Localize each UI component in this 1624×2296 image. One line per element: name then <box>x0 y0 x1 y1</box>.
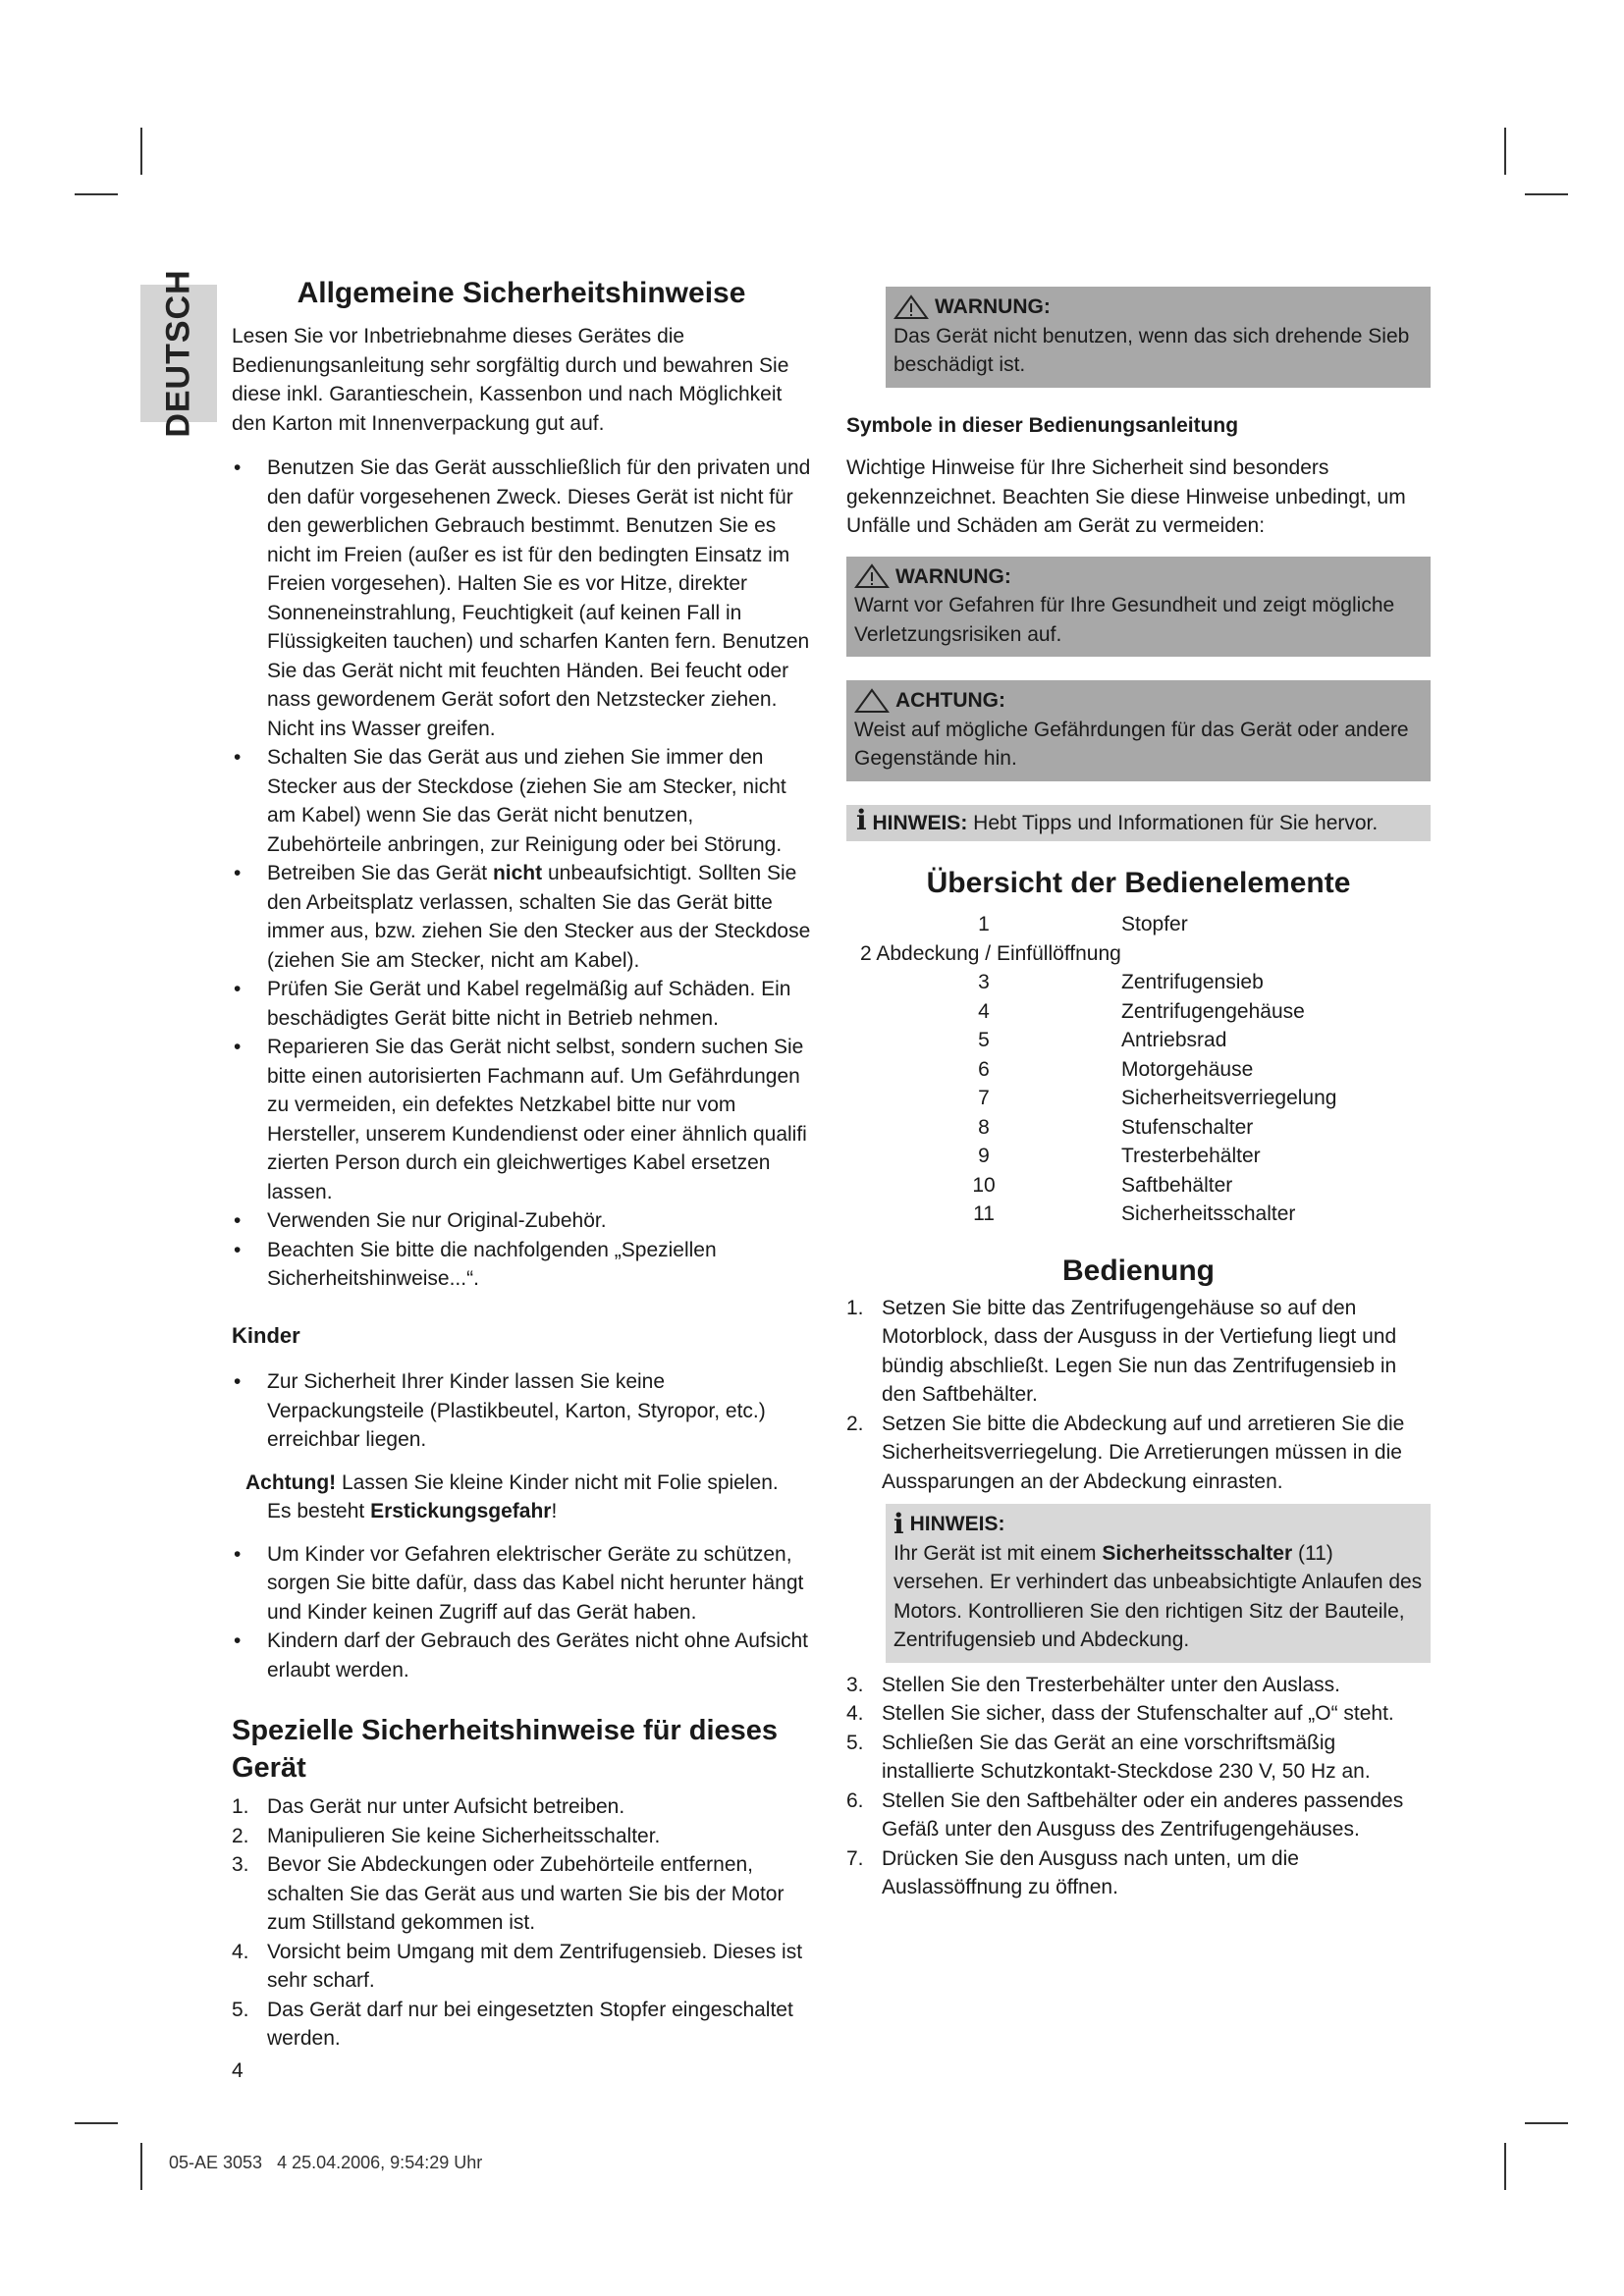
list-item: 7. Drücken Sie den Ausguss nach unten, um die Auslassöffnung zu öffnen. <box>846 1846 1299 1898</box>
list-item: 6. Stellen Sie den Saftbehälter oder ein anderes passendes Gefäß unter den Ausguss des Zentrifugengehäuses. <box>846 1789 1404 1841</box>
list-item: 2. Manipulieren Sie keine Sicherheitsschalter. <box>232 1824 661 1847</box>
operation-steps-2 <box>846 1671 1431 1902</box>
list-item: • Kindern darf der Gebrauch des Gerätes nicht ohne Aufsicht erlaubt werden. <box>232 1627 811 1684</box>
list-item: 3. Bevor Sie Abdeckungen oder Zubehörteile entfernen, schalten Sie das Gerät aus und warten Sie bis der Motor zum Stillstand gekommen ist. <box>232 1853 785 1934</box>
warning-text: Warnt vor Gefahren für Ihre Gesundheit und zeigt mögliche Verletzungsrisiken auf. <box>854 594 1395 646</box>
table-row: 7 Sicherheitsverriegelung <box>978 1087 1337 1109</box>
table-row: 10 Saftbehälter <box>972 1173 1233 1197</box>
language-tab-label: DEUTSCH <box>159 269 197 438</box>
overview-title: Übersicht der Bedienelemente <box>926 867 1351 899</box>
symbols-intro: Wichtige Hinweise für Ihre Sicherheit sind besonders gekennzeichnet. Beachten Sie diese Hinweise unbedingt, um Unfälle und Schäden am Gerät zu vermeiden: <box>846 456 1406 537</box>
warning-text: Das Gerät nicht benutzen, wenn das sich drehende Sieb beschädigt ist. <box>893 324 1410 376</box>
table-row: 11 Sicherheitsschalter <box>973 1202 1296 1225</box>
page-number: 4 <box>232 2059 244 2082</box>
caution-box <box>846 680 1431 781</box>
warning-box-sieve <box>886 287 1431 388</box>
table-row: 1 Stopfer <box>978 913 1188 935</box>
hint-title: HINWEIS: <box>909 1513 1005 1535</box>
warning-box-health <box>846 557 1431 658</box>
caution-text: Weist auf mögliche Gefährdungen für das Gerät oder andere Gegenstände hin. <box>854 718 1409 770</box>
language-tab <box>140 269 217 438</box>
intro-paragraph: Lesen Sie vor Inbetriebnahme dieses Gerätes die Bedienungsanleitung sehr sorgfältig durch und bewahren Sie diese inkl. Garantieschein, Kassenbon und nach Möglichkeit den Karton mit Innenverpackung gut auf. <box>232 325 789 435</box>
crop-mark <box>1525 2122 1568 2124</box>
children-warning: Achtung! Lassen Sie kleine Kinder nicht mit Folie spielen. Es besteht Erstickungsgefahr! <box>245 1470 779 1522</box>
list-item: 2. Setzen Sie bitte die Abdeckung auf und arretieren Sie die Sicherheitsverriegelung. Die Arretierungen müssen in die Aussparungen an der Abdeckung einrasten. <box>846 1412 1405 1493</box>
print-footer: 05-AE 3053 4 25.04.2006, 9:54:29 Uhr <box>169 2153 483 2172</box>
table-row: 4 Zentrifugengehäuse <box>978 999 1305 1023</box>
safety-bullet-list <box>232 454 811 1294</box>
caution-title: ACHTUNG: <box>895 689 1005 712</box>
operation-steps <box>846 1294 1431 1497</box>
crop-mark <box>140 2143 142 2190</box>
table-row: 8 Stufenschalter <box>978 1115 1254 1139</box>
list-item: • Reparieren Sie das Gerät nicht selbst, sondern suchen Sie bitte einen autorisierten Fachmann auf. Um Gefährdungen zu vermeiden, ein defektes Netzkabel bitte nur vom Hersteller, unserem Kundendienst oder einer ähnlich qualifi zierten Person durch ein gleichwertiges Kabel ersetzen lassen. <box>232 1033 811 1206</box>
warning-title: WARNUNG: <box>935 295 1051 318</box>
list-item: 4. Stellen Sie sicher, dass der Stufenschalter auf „O“ steht. <box>846 1702 1394 1725</box>
special-safety-list <box>232 1792 811 2054</box>
list-item: • Zur Sicherheit Ihrer Kinder lassen Sie keine Verpackungsteile (Plastikbeutel, Karton, Styropor, etc.) erreichbar liegen. <box>232 1367 811 1455</box>
children-bullet-list <box>232 1367 811 1455</box>
list-item: • Schalten Sie das Gerät aus und ziehen Sie immer den Stecker aus der Steckdose (ziehen Sie am Stecker, nicht am Kabel) wenn Sie das Gerät nicht benutzen, Zubehörteile anbringen, zur Reinigung oder bei Störung. <box>232 743 811 859</box>
crop-mark <box>75 193 118 195</box>
hint-text: Ihr Gerät ist mit einem Sicherheitsschalter (11) versehen. Er verhindert das unbeabsichtigte Anlaufen des Motors. Kontrollieren Sie den richtigen Sitz der Bauteile, Zentrifugensieb und Abdeckung. <box>893 1541 1423 1651</box>
children-heading: Kinder <box>232 1322 300 1348</box>
hint-box-safety-switch <box>886 1504 1431 1663</box>
crop-mark <box>140 128 142 175</box>
special-safety-title: Spezielle Sicherheitshinweise für dieses Gerät <box>232 1715 779 1784</box>
hint-line: i HINWEIS: Hebt Tipps und Informationen für Sie hervor. <box>846 805 1431 842</box>
overview-table <box>846 910 1431 1229</box>
general-safety-title: Allgemeine Sicherheitshinweise <box>297 277 746 309</box>
crop-mark <box>1504 2143 1506 2190</box>
table-row: 6 Motorgehäuse <box>978 1057 1254 1081</box>
left-column <box>232 275 811 2061</box>
list-item: 5. Schließen Sie das Gerät an eine vorschriftsmäßig installierte Schutzkontakt-Steckdose 230 V, 50 Hz an. <box>846 1731 1371 1783</box>
list-item: 3. Stellen Sie den Tresterbehälter unter den Auslass. <box>846 1673 1340 1696</box>
operation-title: Bedienung <box>1062 1254 1215 1287</box>
warning-triangle-icon <box>854 563 890 589</box>
caution-triangle-icon <box>854 688 890 714</box>
list-item: 5. Das Gerät darf nur bei eingesetzten Stopfer eingeschaltet werden. <box>232 1998 793 2050</box>
table-row: 2 Abdeckung / Einfüllöffnung <box>860 941 1121 965</box>
info-icon: i <box>893 1507 904 1540</box>
table-row: 9 Tresterbehälter <box>978 1145 1261 1167</box>
list-item: • Prüfen Sie Gerät und Kabel regelmäßig auf Schäden. Ein beschädigtes Gerät bitte nicht in Betrieb nehmen. <box>232 975 811 1033</box>
right-column <box>846 287 1431 1910</box>
list-item: 1. Das Gerät nur unter Aufsicht betreiben. <box>232 1795 625 1818</box>
warning-title: WARNUNG: <box>895 564 1011 588</box>
warning-triangle-icon <box>893 294 929 320</box>
list-item: • Benutzen Sie das Gerät ausschließlich für den privaten und den dafür vorgesehenen Zweck. Dieses Gerät ist nicht für den gewerblichen Gebrauch bestimmt. Benutzen Sie es nicht im Freien (außer es ist für den bedingten Einsatz im Freien vorgesehen). Halten Sie es vor Hitze, direkter Sonneneinstrahlung, Feuchtigkeit (auf keinen Fall in Flüssigkeiten tauchen) und scharfen Kanten fern. Benutzen Sie das Gerät nicht mit feuchten Händen. Bei feucht oder nass gewordenem Gerät sofort den Netzstecker ziehen. Nicht ins Wasser greifen. <box>232 454 811 743</box>
table-row: 5 Antriebsrad <box>978 1029 1227 1051</box>
list-item: • Betreiben Sie das Gerät nicht unbeaufsichtigt. Sollten Sie den Arbeitsplatz verlassen, schalten Sie das Gerät bitte immer aus, bzw. ziehen Sie den Stecker aus der Steckdose (ziehen Sie am Stecker, nicht am Kabel). <box>232 859 811 975</box>
symbols-heading: Symbole in dieser Bedienungsanleitung <box>846 413 1239 437</box>
info-icon: i <box>856 803 867 836</box>
crop-mark <box>1504 128 1506 175</box>
list-item: • Verwenden Sie nur Original-Zubehör. <box>232 1206 811 1236</box>
crop-mark <box>1525 193 1568 195</box>
list-item: 4. Vorsicht beim Umgang mit dem Zentrifugensieb. Dieses ist sehr scharf. <box>232 1940 803 1992</box>
list-item: 1. Setzen Sie bitte das Zentrifugengehäuse so auf den Motorblock, dass der Ausguss in der Vertiefung liegt und bündig abschließt. Legen Sie nun das Zentrifugensieb in den Saftbehälter. <box>846 1296 1397 1406</box>
crop-mark <box>75 2122 118 2124</box>
table-row: 3 Zentrifugensieb <box>978 971 1264 993</box>
children-bullet-list-2 <box>232 1540 811 1685</box>
list-item: • Um Kinder vor Gefahren elektrischer Geräte zu schützen, sorgen Sie bitte dafür, dass das Kabel nicht herunter hängt und Kinder keinen Zugriff auf das Gerät haben. <box>232 1540 811 1628</box>
list-item: • Beachten Sie bitte die nachfolgenden „Speziellen Sicherheitshinweise...“. <box>232 1236 811 1294</box>
